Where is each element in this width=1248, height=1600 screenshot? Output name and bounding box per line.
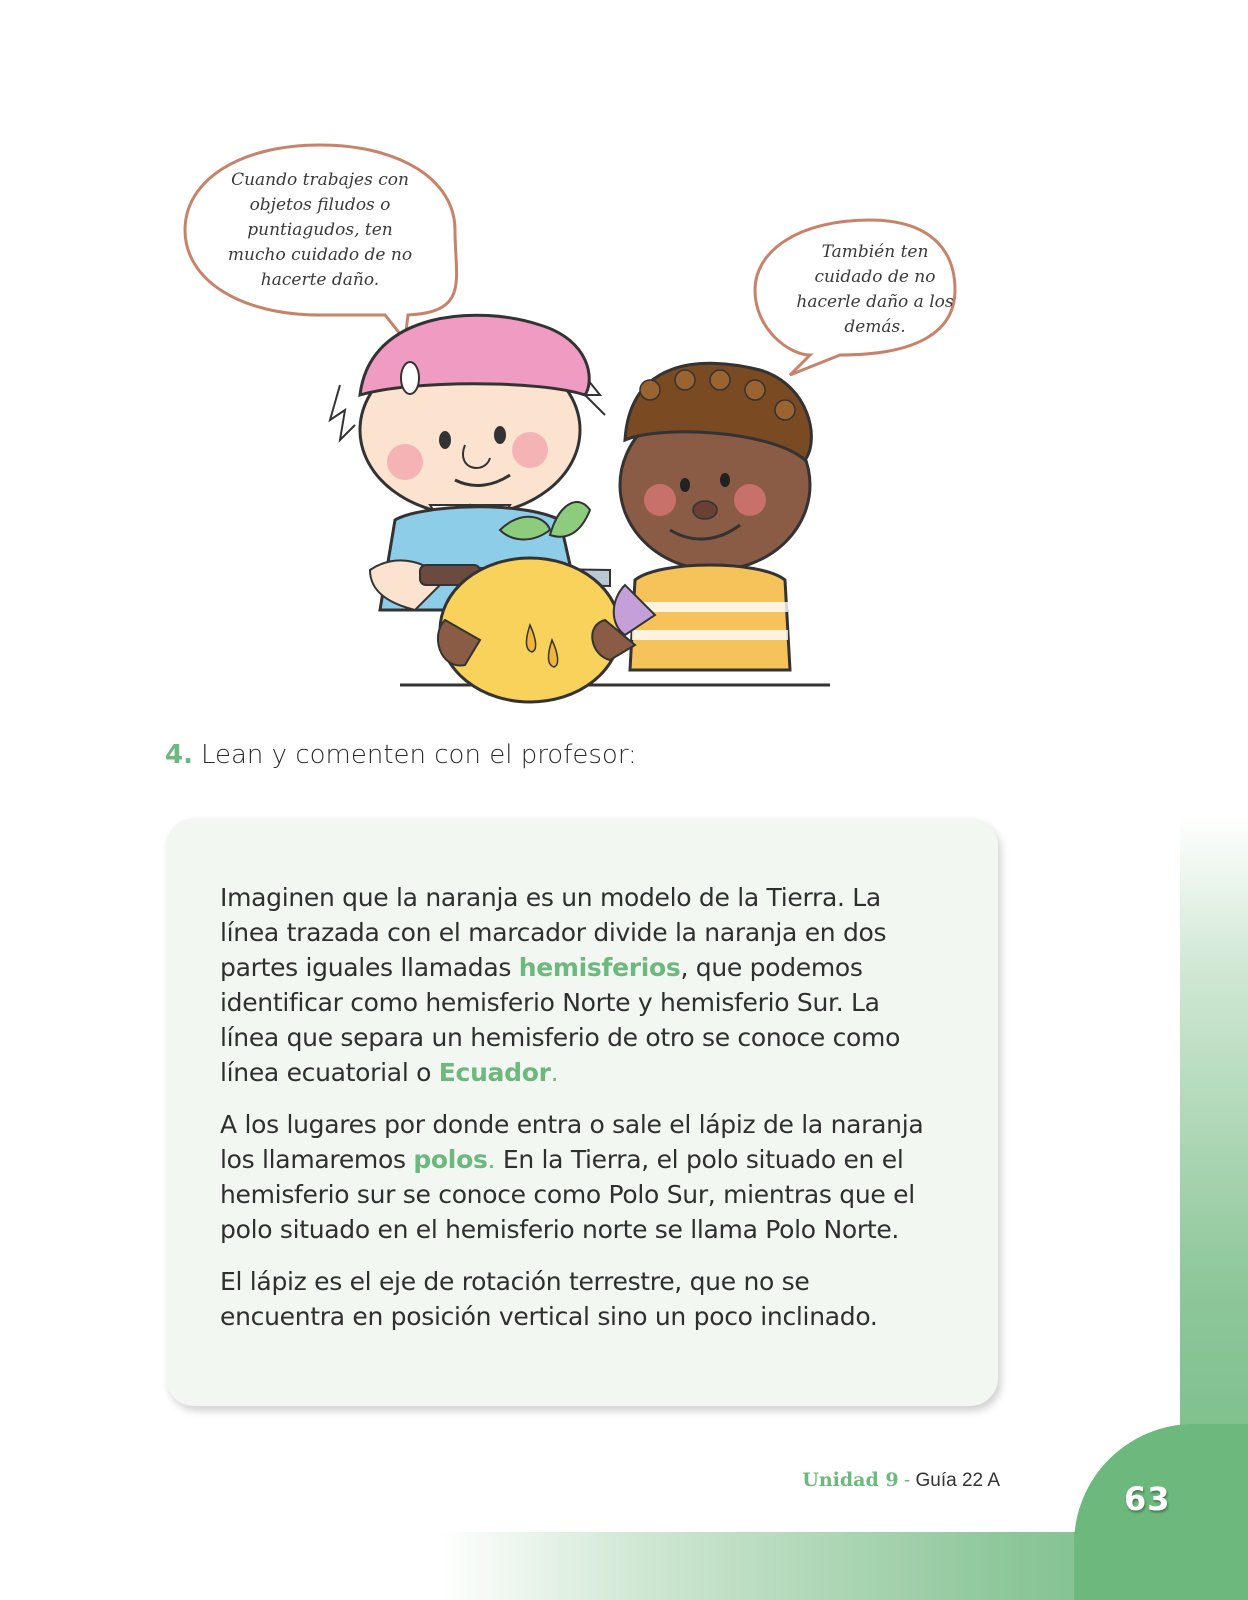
footer-unit-guide xyxy=(760,1469,1000,1492)
page-number: 63 xyxy=(1124,1480,1171,1518)
reading-text xyxy=(220,880,940,1351)
paragraph-3: El lápiz es el eje de rotación terrestre, que no se encuentra en posición vertical sino un poco inclinado. xyxy=(220,1267,878,1331)
keyword-polos: polos xyxy=(413,1145,488,1174)
activity-instruction-text: Lean y comenten con el profesor: xyxy=(200,740,637,770)
paragraph-2-period: . xyxy=(487,1145,496,1174)
child-right xyxy=(592,363,811,670)
footer-dash: - xyxy=(898,1470,916,1491)
keyword-hemisferios: hemisferios xyxy=(518,953,681,982)
speech-bubble-left-text: Cuando trabajes con objetos filudos o puntiagudos, ten mucho cuidado de no hacerte daño. xyxy=(227,170,413,290)
keyword-ecuador: Ecuador xyxy=(438,1058,551,1087)
footer-guide: Guía 22 A xyxy=(915,1470,1000,1491)
paragraph-2-text-a: A los lugares por donde entra o sale el lápiz de la naranja los llamaremos xyxy=(220,1110,924,1174)
paragraph-2 xyxy=(220,1107,940,1247)
speech-bubble-right-text: También ten cuidado de no hacerle daño a los demás. xyxy=(796,242,954,337)
paragraph-1-text-a: Imaginen que la naranja es un modelo de la Tierra. La línea trazada con el marcador divide la naranja en dos partes iguales llamadas xyxy=(220,883,887,982)
footer-unit: Unidad 9 xyxy=(802,1469,899,1491)
activity-instruction xyxy=(165,740,637,770)
activity-number: 4. xyxy=(165,740,193,770)
paragraph-1-text-b: , que podemos identificar como hemisferio Norte y hemisferio Sur. La línea que separa un hemisferio de otro se conoce como línea ecuatorial o xyxy=(220,953,901,1087)
paragraph-1 xyxy=(220,880,940,1090)
paragraph-2-text-b: En la Tierra, el polo situado en el hemisferio sur se conoce como Polo Sur, mientras que el polo situado en el hemisferio norte se llama Polo Norte. xyxy=(220,1145,915,1244)
paragraph-1-period: . xyxy=(550,1058,559,1087)
